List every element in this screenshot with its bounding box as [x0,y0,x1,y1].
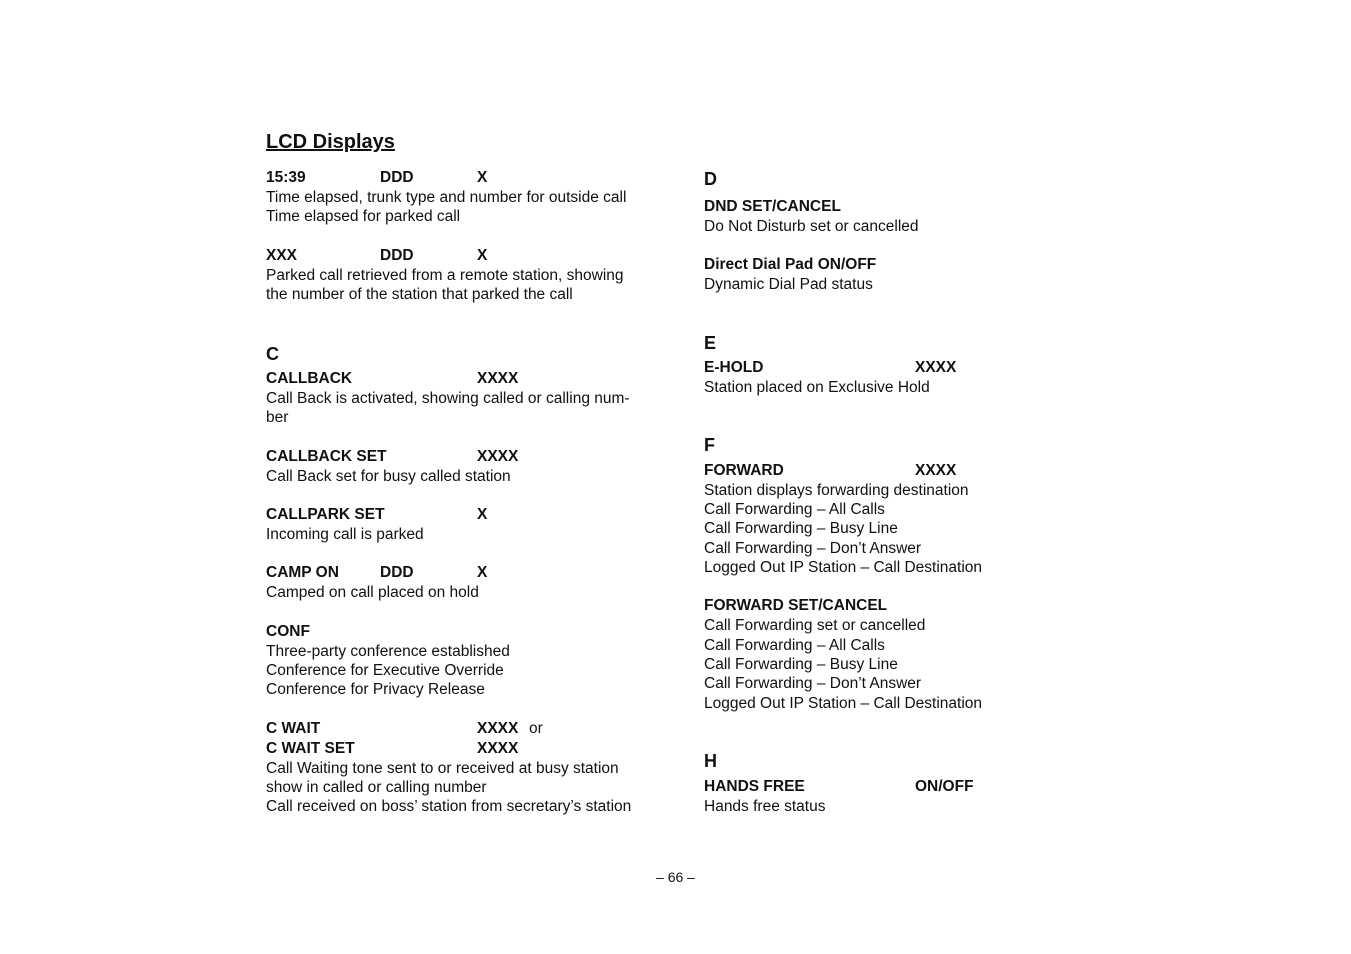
entry-forward [704,461,1124,577]
left-column [266,168,686,816]
display-code: X [477,564,488,582]
description-line: Call Forwarding – Busy Line [704,655,898,673]
display-code: XXXX [477,447,519,465]
or-text: or [529,719,543,737]
entry-conf [266,622,686,700]
display-code: DDD [380,564,414,582]
display-code: X [477,506,488,524]
entry-header [266,246,686,266]
description-line: Call Forwarding – All Calls [704,501,885,519]
entry-camp-on [266,563,686,602]
entry-dnd [704,197,1124,236]
entry-header [266,622,686,642]
description-line: show in called or calling number [266,778,487,796]
display-code: XXXX [477,719,519,737]
entry-callpark-set [266,505,686,544]
description-line: Logged Out IP Station – Call Destination [704,559,983,577]
description-line: Call Forwarding – All Calls [704,636,885,654]
description-line: Conference for Executive Override [266,661,504,679]
display-code: DDD [380,246,414,264]
display-code: XXXX [477,739,519,757]
entry-header [704,358,1124,378]
display-code: ON/OFF [915,777,974,795]
display-code: CALLBACK SET [266,447,387,465]
entry-header [266,563,686,583]
entry-header [704,255,1124,275]
description-line: Hands free status [704,797,826,815]
section-letter-c: C [266,344,279,365]
display-code: Direct Dial Pad ON/OFF [704,256,877,274]
entry-header [266,447,686,467]
description-line: Conference for Privacy Release [266,681,485,699]
description-line: Call Back is activated, showing called or calling num- [266,390,630,408]
right-column [704,168,1124,816]
display-code: CALLPARK SET [266,506,385,524]
description-line: Call Forwarding set or cancelled [704,617,926,635]
display-code: CALLBACK [266,370,353,388]
entry-time-elapsed [266,168,686,227]
section-letter-f: F [704,434,715,455]
display-code: X [477,169,488,186]
display-code: C WAIT [266,719,321,737]
display-code: E-HOLD [704,358,764,376]
description-line: the number of the station that parked the call [266,285,573,303]
description-line: Call Waiting tone sent to or received at busy station [266,759,619,777]
display-code: CAMP ON [266,564,339,582]
display-code: XXX [266,246,298,264]
display-code: XXXX [477,370,519,388]
display-code: C WAIT SET [266,739,355,757]
entry-parked-retrieved [266,246,686,305]
entry-direct-dial-pad [704,255,1124,294]
entry-forward-set [704,596,1124,712]
entry-header [266,719,686,739]
entry-callback-set [266,447,686,486]
display-code: XXXX [915,461,957,479]
description-line: Call Forwarding – Don’t Answer [704,539,922,557]
entry-e-hold [704,358,1124,397]
entry-c-wait [266,719,686,817]
description-line: Dynamic Dial Pad status [704,276,873,294]
description-line: Station displays forwarding destination [704,481,969,499]
section-letter-h: H [704,750,717,771]
entry-header [266,369,686,389]
entry-header [266,168,686,188]
description-line: Logged Out IP Station – Call Destination [704,694,983,712]
entry-header [704,777,1124,797]
description-line: Call Forwarding – Don’t Answer [704,675,922,693]
entry-header [704,596,1124,616]
page-title: LCD Displays [266,131,395,153]
display-code: FORWARD SET/CANCEL [704,597,888,615]
entry-callback [266,369,686,428]
page-number: – 66 – [656,869,695,885]
description-line: Call received on boss’ station from secretary’s station [266,798,632,816]
section-letter-d: D [704,169,717,189]
description-line: Station placed on Exclusive Hold [704,378,930,396]
description-line: Camped on call placed on hold [266,584,479,602]
entry-header [266,505,686,525]
section-letter-e: E [704,332,717,353]
description-line: ber [266,409,289,427]
entry-header [704,461,1124,481]
description-line: Do Not Disturb set or cancelled [704,218,919,235]
entry-header [266,739,686,759]
description-line: Three-party conference established [266,642,510,660]
display-code: X [477,246,488,264]
description-line: Incoming call is parked [266,526,424,544]
display-code: CONF [266,622,310,640]
description-line: Call Forwarding – Busy Line [704,520,898,538]
display-code: DND SET/CANCEL [704,198,841,215]
display-code: 15:39 [266,169,306,186]
entry-header [704,197,1124,217]
display-code: XXXX [915,358,957,376]
display-code: DDD [380,169,414,186]
description-line: Time elapsed, trunk type and number for outside call [266,189,627,206]
description-line: Time elapsed for parked call [266,208,461,226]
description-line: Call Back set for busy called station [266,467,511,485]
description-line: Parked call retrieved from a remote station, showing [266,266,624,284]
display-code: FORWARD [704,461,784,479]
display-code: HANDS FREE [704,777,805,795]
entry-hands-free [704,777,1124,816]
